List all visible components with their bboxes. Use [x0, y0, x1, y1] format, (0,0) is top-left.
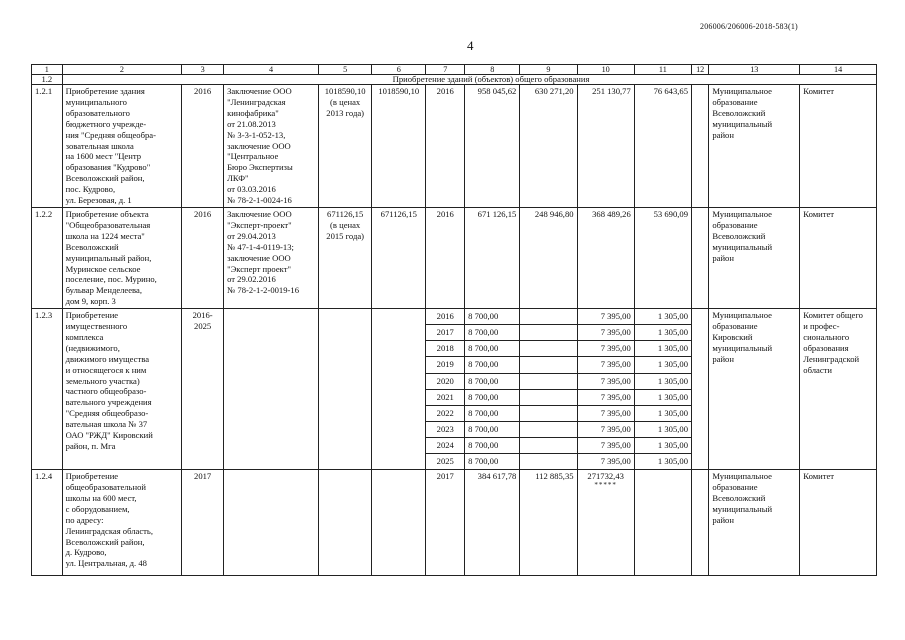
row-number: 1.2.2 [32, 207, 63, 308]
amount-cell: 8 700,00 [465, 374, 519, 390]
amount-cell: 8 700,00 [468, 455, 499, 466]
total-amount: 958 045,62 [465, 85, 520, 208]
federal-amount: 630 271,20 [520, 85, 577, 208]
other-amount [691, 85, 708, 208]
year-cell: 2022 [426, 406, 464, 422]
colnum: 12 [691, 65, 708, 75]
amount-cell: 8 700,00 [465, 325, 519, 341]
row-number: 1.2.1 [32, 85, 63, 208]
page-number: 4 [467, 38, 474, 53]
regional-amount [577, 470, 634, 576]
colnum: 2 [62, 65, 182, 75]
colnum: 10 [577, 65, 634, 75]
basis-document: Заключение ООО "Эксперт-проект" от 29.04.2013 № 47-1-4-0119-13; заключение ООО "Эксперт проект" от 29.02.2016 № 78-2-1-2-0019-16 [224, 207, 319, 308]
amount-cell: 1 305,00 [635, 390, 691, 406]
budget-table [31, 64, 877, 576]
current-cost [372, 309, 426, 470]
amount-cell: 8 700,00 [465, 357, 519, 373]
customer: Муниципальное образование Всеволожский муниципальный район [709, 85, 800, 208]
amount-cell: 1 305,00 [635, 357, 691, 373]
current-cost: 1018590,10 [372, 85, 426, 208]
colnum: 4 [224, 65, 319, 75]
implementation-period: 2016- 2025 [182, 309, 224, 470]
executor: Комитет [800, 207, 877, 308]
other-amount [691, 470, 708, 576]
current-cost [372, 470, 426, 576]
basis-document [224, 470, 319, 576]
column-number-row [32, 65, 877, 75]
footnote-mark: ***** [594, 480, 617, 489]
amount-cell: 7 395,00 [600, 455, 631, 466]
amount-cell: 1 305,00 [635, 406, 691, 422]
colnum: 3 [182, 65, 224, 75]
local-amounts [634, 309, 691, 470]
object-name: Приобретение объекта "Общеобразовательная школа на 1224 места" Всеволожский муниципальный район, Муринское сельское поселение, пос. Мурино, бульвар Менделеева, дом 9, корп. 3 [62, 207, 182, 308]
total-amount: 384 617,78 [465, 470, 520, 576]
amount-cell: 8 700,00 [465, 341, 519, 357]
colnum: 5 [319, 65, 372, 75]
amount-cell: 7 395,00 [578, 357, 634, 373]
amount-cell: 7 395,00 [578, 341, 634, 357]
financing-year: 2017 [426, 470, 465, 576]
section-row [32, 75, 877, 85]
amount-cell: 1 305,00 [635, 422, 691, 438]
amount-cell: 7 395,00 [578, 406, 634, 422]
year-cell: 2021 [426, 390, 464, 406]
year-cell: 2018 [426, 341, 464, 357]
colnum: 6 [372, 65, 426, 75]
year-cell: 2017 [426, 325, 464, 341]
amount-cell: 1 305,00 [635, 309, 691, 325]
table-row [32, 207, 877, 308]
estimated-cost [319, 470, 372, 576]
amount-cell: 7 395,00 [578, 390, 634, 406]
year-cell: 2023 [426, 422, 464, 438]
amount-cell: 8 700,00 [465, 438, 519, 454]
amount-cell: 1 305,00 [657, 455, 688, 466]
regional-amount-value: 271732,43 [587, 471, 624, 482]
financing-years [426, 309, 465, 470]
amount-cell: 1 305,00 [635, 325, 691, 341]
executor: Комитет общего и профес- сионального образования Ленинградской области [800, 309, 877, 470]
implementation-period: 2016 [182, 207, 224, 308]
object-name: Приобретение имущественного комплекса (недвижимого, движимого имущества и относящегося к ним земельного участка) частного общеобразо- вательного учреждения "Средняя общеобразо- вательная школа № 37 ОАО "РЖД" Кировский район, п. Мга [62, 309, 182, 470]
federal-amount: 248 946,80 [520, 207, 577, 308]
section-title: Приобретение зданий (объектов) общего образования [62, 75, 876, 85]
current-cost: 671126,15 [372, 207, 426, 308]
object-name: Приобретение общеобразовательной школы на 600 мест, с оборудованием, по адресу: Ленинградская область, Всеволожский район, д. Кудрово, ул. Центральная, д. 48 [62, 470, 182, 576]
amount-cell: 7 395,00 [578, 422, 634, 438]
object-name: Приобретение здания муниципального образовательного бюджетного учрежде- ния "Средняя общеобра- зовательная школа на 1600 мест "Центр образования "Кудрово" Всеволожский район, пос. Кудрово, ул. Березовая, д. 1 [62, 85, 182, 208]
amount-cell: 1 305,00 [635, 374, 691, 390]
amount-cell: 7 395,00 [578, 438, 634, 454]
amount-cell: 8 700,00 [465, 390, 519, 406]
other-amount [691, 309, 708, 470]
year-cell: 2019 [426, 357, 464, 373]
regional-amounts [577, 309, 634, 470]
regional-amount: 251 130,77 [577, 85, 634, 208]
amount-cell: 1 305,00 [635, 341, 691, 357]
amount-cell: 8 700,00 [465, 422, 519, 438]
basis-document: Заключение ООО "Ленинградская кинофабрика" от 21.08.2013 № 3-3-1-052-13, заключение ООО "Центральное Бюро Экспертизы ЛКФ" от 03.03.2016 № 78-2-1-0024-16 [224, 85, 319, 208]
amount-cell: 7 395,00 [578, 325, 634, 341]
amount-cell: 7 395,00 [578, 374, 634, 390]
amount-cell: 8 700,00 [465, 406, 519, 422]
total-amount: 671 126,15 [465, 207, 520, 308]
federal-amount: 112 885,35 [520, 470, 577, 576]
regional-amount: 368 489,26 [577, 207, 634, 308]
row-number: 1.2.4 [32, 470, 63, 576]
implementation-period: 2017 [182, 470, 224, 576]
estimated-cost: 671126,15 (в ценах 2015 года) [319, 207, 372, 308]
basis-document [224, 309, 319, 470]
customer: Муниципальное образование Всеволожский муниципальный район [709, 470, 800, 576]
year-cell: 2020 [426, 374, 464, 390]
federal-amounts [520, 309, 577, 470]
colnum: 1 [32, 65, 63, 75]
amount-cell: 7 395,00 [578, 309, 634, 325]
year-cell: 2024 [426, 438, 464, 454]
colnum: 11 [634, 65, 691, 75]
estimated-cost [319, 309, 372, 470]
year-cell: 2016 [426, 309, 464, 325]
local-amount: 76 643,65 [634, 85, 691, 208]
other-amount [691, 207, 708, 308]
implementation-period: 2016 [182, 85, 224, 208]
colnum: 13 [709, 65, 800, 75]
local-amount [634, 470, 691, 576]
customer: Муниципальное образование Кировский муниципальный район [709, 309, 800, 470]
colnum: 7 [426, 65, 465, 75]
table-row [32, 470, 877, 576]
executor: Комитет [800, 85, 877, 208]
executor: Комитет [800, 470, 877, 576]
total-amounts [465, 309, 520, 470]
colnum: 8 [465, 65, 520, 75]
section-number: 1.2 [32, 75, 63, 85]
year-cell: 2025 [436, 455, 454, 466]
financing-year: 2016 [426, 207, 465, 308]
colnum: 9 [520, 65, 577, 75]
table-row [32, 85, 877, 208]
amount-cell: 1 305,00 [635, 438, 691, 454]
table-row [32, 309, 877, 470]
row-number: 1.2.3 [32, 309, 63, 470]
financing-year: 2016 [426, 85, 465, 208]
colnum: 14 [800, 65, 877, 75]
local-amount: 53 690,09 [634, 207, 691, 308]
amount-cell: 8 700,00 [465, 309, 519, 325]
estimated-cost: 1018590,10 (в ценах 2013 года) [319, 85, 372, 208]
customer: Муниципальное образование Всеволожский муниципальный район [709, 207, 800, 308]
document-id: 206006/206006-2018-583(1) [700, 22, 798, 31]
